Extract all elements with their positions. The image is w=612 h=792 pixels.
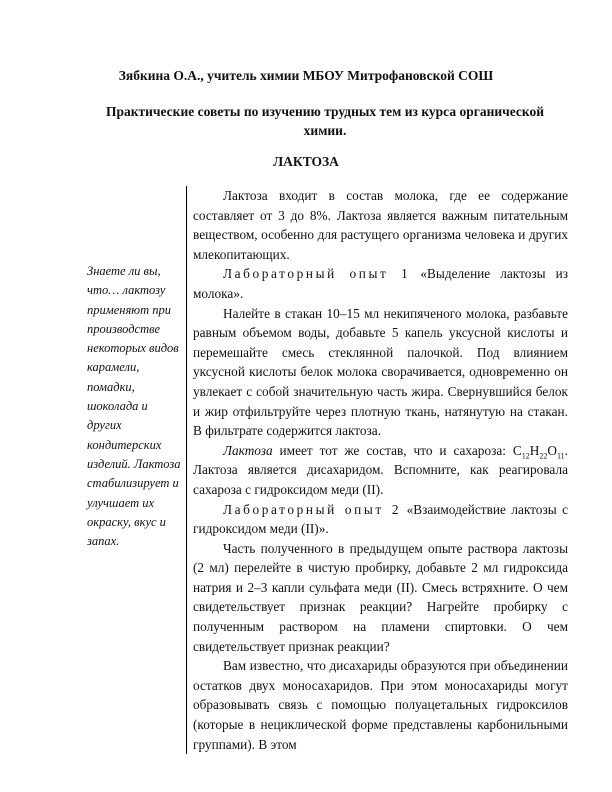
author-line: Зябкина О.А., учитель химии МБОУ Митрофановской СОШ [118, 68, 494, 83]
document-subtitle: Практические советы по изучению трудных тем из курса органической химии. [105, 104, 545, 138]
closing-paragraph: Вам известно, что дисахариды образуются при объединении остатков двух моносахаридов. При этом моносахариды могут образовывать связь с помощью полуацетальных гидроксилов (которые в нециклической форме представлены карбонильными группами). В этом [193, 658, 568, 752]
main-text [193, 186, 568, 754]
lab1-heading [193, 264, 568, 303]
formula-o: O [547, 442, 557, 458]
intro-paragraph: Лактоза входит в состав молока, где ее содержание составляет от 3 до 8%. Лактоза является важным питательным веществом, особенно для растущего организма человека и других млекопитающих. [193, 188, 568, 262]
lab2-heading [193, 500, 568, 539]
formula-h-count: 22 [539, 451, 548, 461]
formula-o-count: 11 [556, 451, 565, 461]
lab2-title: «Взаимодействие лактозы с гидроксидом меди (II)». [193, 501, 568, 537]
lab2-paragraph: Часть полученного в предыдущем опыте раствора лактозы (2 мл) перелейте в чистую пробирку, добавьте 2 мл гидроксида натрия и 2–3 капли сульфата меди (II). Смесь встряхните. О чем свидетельствует признак реакции? Нагрейте пробирку с полученным раствором на пламени спиртовки. О чем свидетельствует признак реакции? [193, 540, 568, 654]
formula-c-count: 12 [521, 451, 530, 461]
formula-term: Лактоза [223, 442, 273, 458]
topic-title: ЛАКТОЗА [273, 154, 339, 169]
formula-tail: . Лактоза является дисахаридом. Вспомните, как реагировала сахароза с гидроксидом меди (II). [193, 442, 568, 497]
sidebar-note: Знаете ли вы, что… лактозу применяют при производстве некоторых видов карамели, помадки, шоколада и других кондитерских изделий. Лактоза стабилизирует и улучшает их окраску, вкус и запах. [87, 264, 181, 549]
lab1-paragraph: Налейте в стакан 10–15 мл некипяченого молока, разбавьте равным объемом воды, добавьте 5 капель уксусной кислоты и перемешайте смесь стеклянной палочкой. Под влиянием уксусной кислоты белок молока сворачивается, одновременно он увлекает с собой значительную часть жира. Свернувшийся белок и жир отфильтруйте через плотную ткань, натянутую на стакан. В фильтрате содержится лактоза. [193, 305, 568, 439]
formula-paragraph [193, 441, 568, 500]
lab1-label: Лабораторный опыт 1 [223, 266, 411, 282]
formula-c: C [512, 442, 522, 458]
formula-lead: имеет тот же состав, что и сахароза: [272, 442, 513, 458]
column-divider [186, 186, 187, 754]
lab1-title: «Выделение лактозы из молока». [193, 266, 568, 301]
formula-h: H [529, 442, 540, 458]
lab2-label: Лабораторный опыт 2 [223, 501, 402, 517]
